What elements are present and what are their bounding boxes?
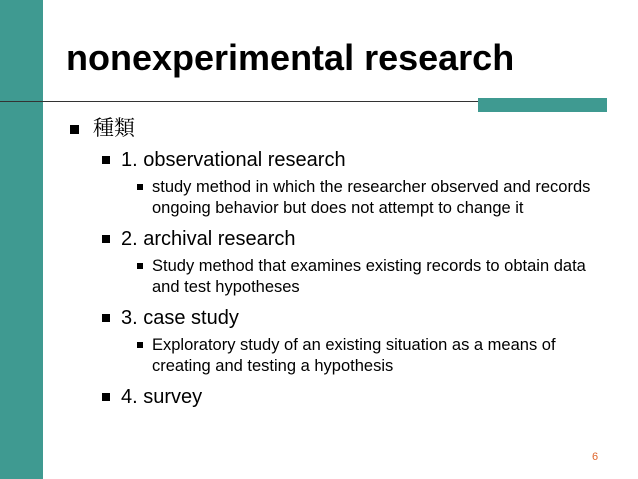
bullet-list	[70, 114, 610, 411]
bullet-item-archival	[70, 225, 610, 253]
bullet-item-observational	[70, 146, 610, 174]
square-bullet-icon	[102, 314, 110, 322]
square-bullet-icon	[137, 263, 143, 269]
bullet-item-label: 4. survey	[121, 386, 203, 408]
bullet-item-case-study	[70, 304, 610, 332]
bullet-item-label: 2. archival research	[121, 228, 296, 250]
bullet-item-survey	[70, 383, 610, 411]
page-number: 6	[592, 451, 599, 463]
bullet-detail-text: study method in which the researcher observed and records ongoing behavior but does not attempt to change it	[152, 178, 591, 217]
bullet-detail-archival	[70, 256, 610, 298]
square-bullet-icon	[137, 342, 143, 348]
bullet-detail-observational	[70, 177, 610, 219]
title-accent-block	[478, 98, 607, 112]
square-bullet-icon	[102, 156, 110, 164]
bullet-detail-text: Exploratory study of an existing situation as a means of creating and testing a hypothesis	[152, 336, 556, 375]
square-bullet-icon	[70, 125, 79, 134]
bullet-item-label: 1. observational research	[121, 149, 346, 171]
square-bullet-icon	[137, 184, 143, 190]
bullet-category-text: 種類	[93, 117, 135, 140]
square-bullet-icon	[102, 235, 110, 243]
bullet-category	[70, 114, 610, 144]
square-bullet-icon	[102, 393, 110, 401]
left-accent-bar	[0, 0, 43, 479]
bullet-detail-text: Study method that examines existing records to obtain data and test hypotheses	[152, 257, 586, 296]
bullet-detail-case-study	[70, 335, 610, 377]
slide-title: nonexperimental research	[66, 37, 515, 78]
bullet-item-label: 3. case study	[121, 307, 239, 329]
